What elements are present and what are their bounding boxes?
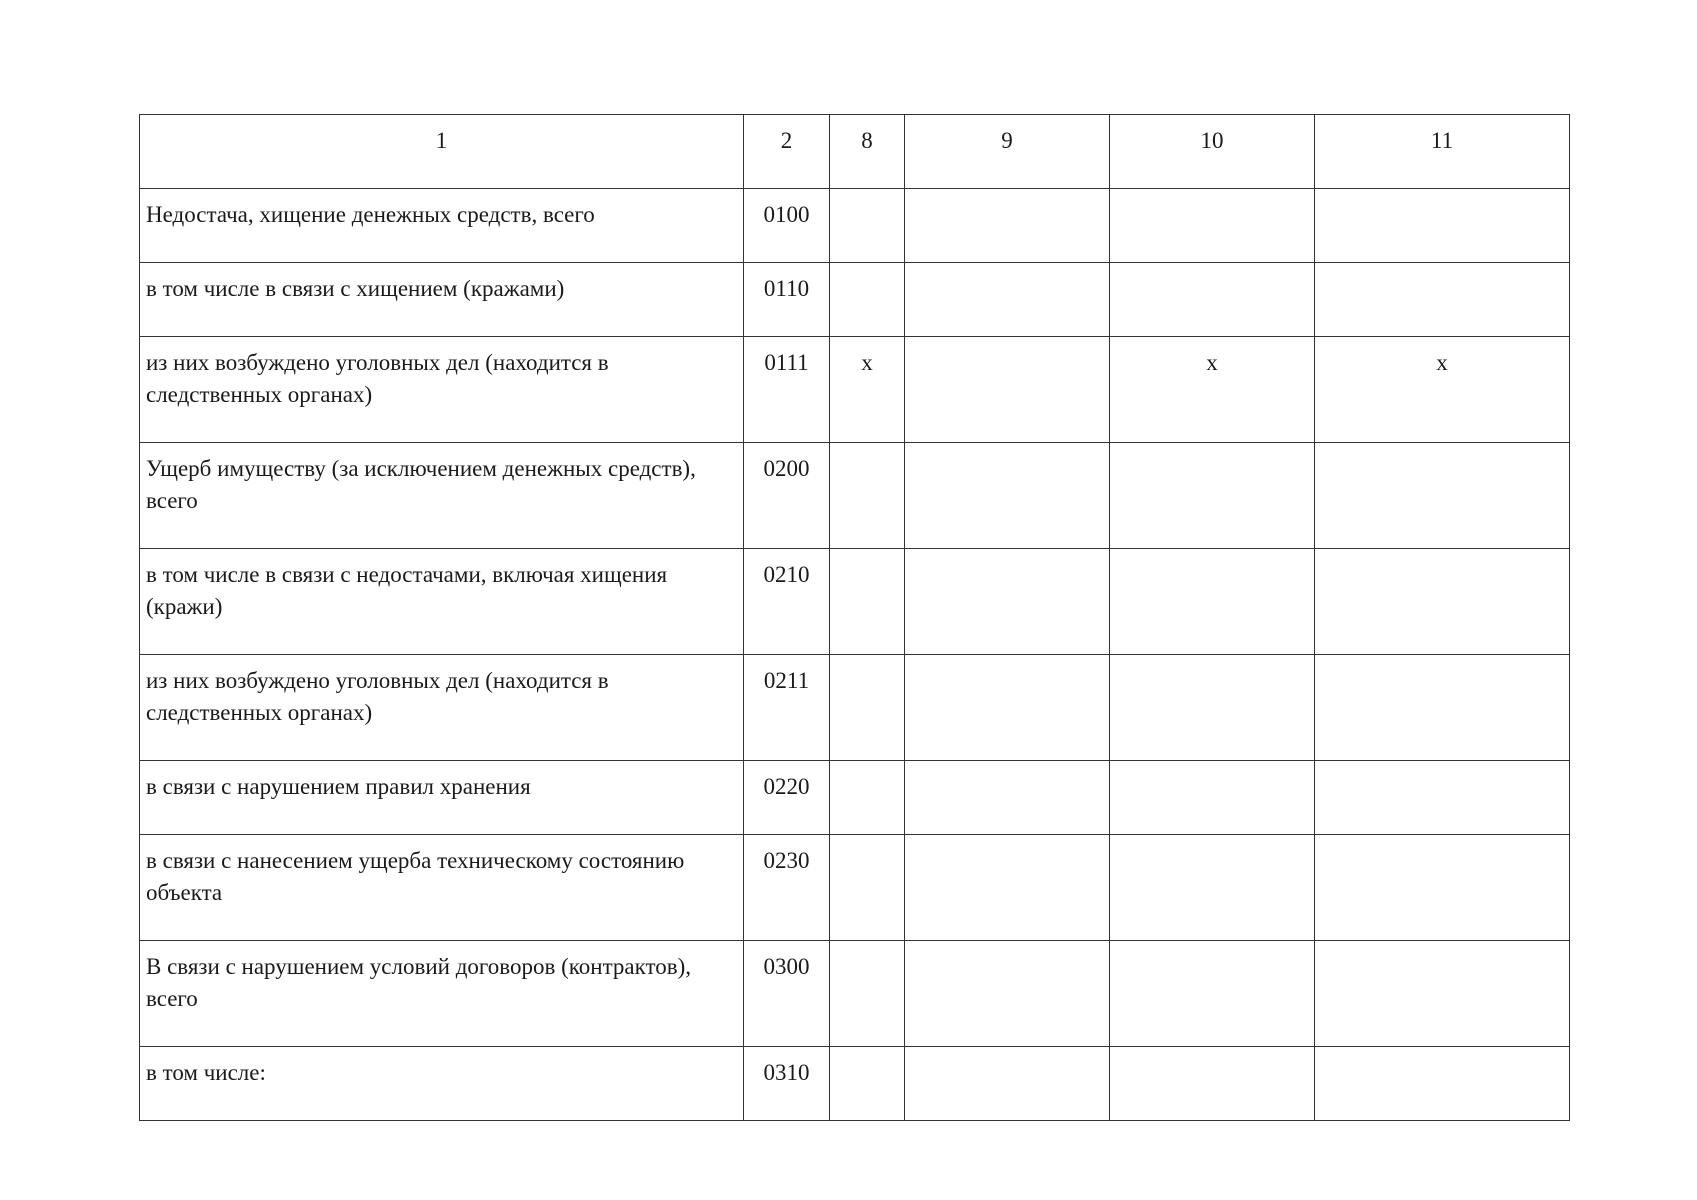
cell-col-10[interactable]: [1110, 655, 1315, 761]
cell-col-10[interactable]: [1110, 189, 1315, 263]
cell-col-9[interactable]: [905, 941, 1110, 1047]
cell-col-8[interactable]: [830, 443, 905, 549]
cell-col-8[interactable]: [830, 263, 905, 337]
column-header-10: 10: [1110, 115, 1315, 189]
cell-col-8[interactable]: [830, 655, 905, 761]
row-code: 0211: [744, 655, 830, 761]
column-header-2: 2: [744, 115, 830, 189]
row-description: в связи с нарушением правил хранения: [140, 761, 744, 835]
cell-col-8[interactable]: [830, 549, 905, 655]
table-row: [140, 1047, 1570, 1121]
cell-col-11[interactable]: [1315, 263, 1570, 337]
column-header-1: 1: [140, 115, 744, 189]
report-table: [139, 114, 1570, 1121]
row-description: в том числе в связи с хищением (кражами): [140, 263, 744, 337]
table-row: [140, 835, 1570, 941]
cell-col-8[interactable]: [830, 761, 905, 835]
cell-col-9[interactable]: [905, 655, 1110, 761]
cell-col-9[interactable]: [905, 835, 1110, 941]
cell-col-11[interactable]: [1315, 761, 1570, 835]
cell-col-11[interactable]: [1315, 443, 1570, 549]
row-code: 0210: [744, 549, 830, 655]
row-description: Ущерб имуществу (за исключением денежных средств), всего: [140, 443, 744, 549]
cell-col-10[interactable]: [1110, 549, 1315, 655]
cell-col-9[interactable]: [905, 549, 1110, 655]
cell-col-8: х: [830, 337, 905, 443]
row-description: из них возбуждено уголовных дел (находится в следственных органах): [140, 337, 744, 443]
cell-col-10[interactable]: [1110, 443, 1315, 549]
row-code: 0100: [744, 189, 830, 263]
cell-col-11[interactable]: [1315, 1047, 1570, 1121]
cell-col-9[interactable]: [905, 263, 1110, 337]
table-row: [140, 263, 1570, 337]
row-code: 0111: [744, 337, 830, 443]
cell-col-9[interactable]: [905, 337, 1110, 443]
cell-col-10[interactable]: [1110, 761, 1315, 835]
table-row: [140, 189, 1570, 263]
table-row: [140, 337, 1570, 443]
cell-col-11[interactable]: [1315, 189, 1570, 263]
row-code: 0220: [744, 761, 830, 835]
row-code: 0200: [744, 443, 830, 549]
cell-col-11: х: [1315, 337, 1570, 443]
cell-col-11[interactable]: [1315, 655, 1570, 761]
cell-col-8[interactable]: [830, 1047, 905, 1121]
row-description: из них возбуждено уголовных дел (находится в следственных органах): [140, 655, 744, 761]
cell-col-10[interactable]: [1110, 941, 1315, 1047]
cell-col-11[interactable]: [1315, 549, 1570, 655]
column-header-11: 11: [1315, 115, 1570, 189]
cell-col-11[interactable]: [1315, 941, 1570, 1047]
cell-col-9[interactable]: [905, 761, 1110, 835]
cell-col-9[interactable]: [905, 189, 1110, 263]
cell-col-8[interactable]: [830, 835, 905, 941]
row-description: в связи с нанесением ущерба техническому состоянию объекта: [140, 835, 744, 941]
row-code: 0110: [744, 263, 830, 337]
row-code: 0230: [744, 835, 830, 941]
table-row: [140, 655, 1570, 761]
column-header-8: 8: [830, 115, 905, 189]
cell-col-10[interactable]: [1110, 835, 1315, 941]
cell-col-9[interactable]: [905, 1047, 1110, 1121]
cell-col-8[interactable]: [830, 189, 905, 263]
row-description: в том числе:: [140, 1047, 744, 1121]
cell-col-8[interactable]: [830, 941, 905, 1047]
row-code: 0300: [744, 941, 830, 1047]
cell-col-11[interactable]: [1315, 835, 1570, 941]
row-code: 0310: [744, 1047, 830, 1121]
column-header-9: 9: [905, 115, 1110, 189]
cell-col-10[interactable]: [1110, 1047, 1315, 1121]
table-row: [140, 941, 1570, 1047]
row-description: в том числе в связи с недостачами, включая хищения (кражи): [140, 549, 744, 655]
cell-col-10[interactable]: [1110, 263, 1315, 337]
cell-col-9[interactable]: [905, 443, 1110, 549]
row-description: В связи с нарушением условий договоров (контрактов), всего: [140, 941, 744, 1047]
table-row: [140, 443, 1570, 549]
cell-col-10: х: [1110, 337, 1315, 443]
table-row: [140, 549, 1570, 655]
header-row: [140, 115, 1570, 189]
table-row: [140, 761, 1570, 835]
row-description: Недостача, хищение денежных средств, всего: [140, 189, 744, 263]
